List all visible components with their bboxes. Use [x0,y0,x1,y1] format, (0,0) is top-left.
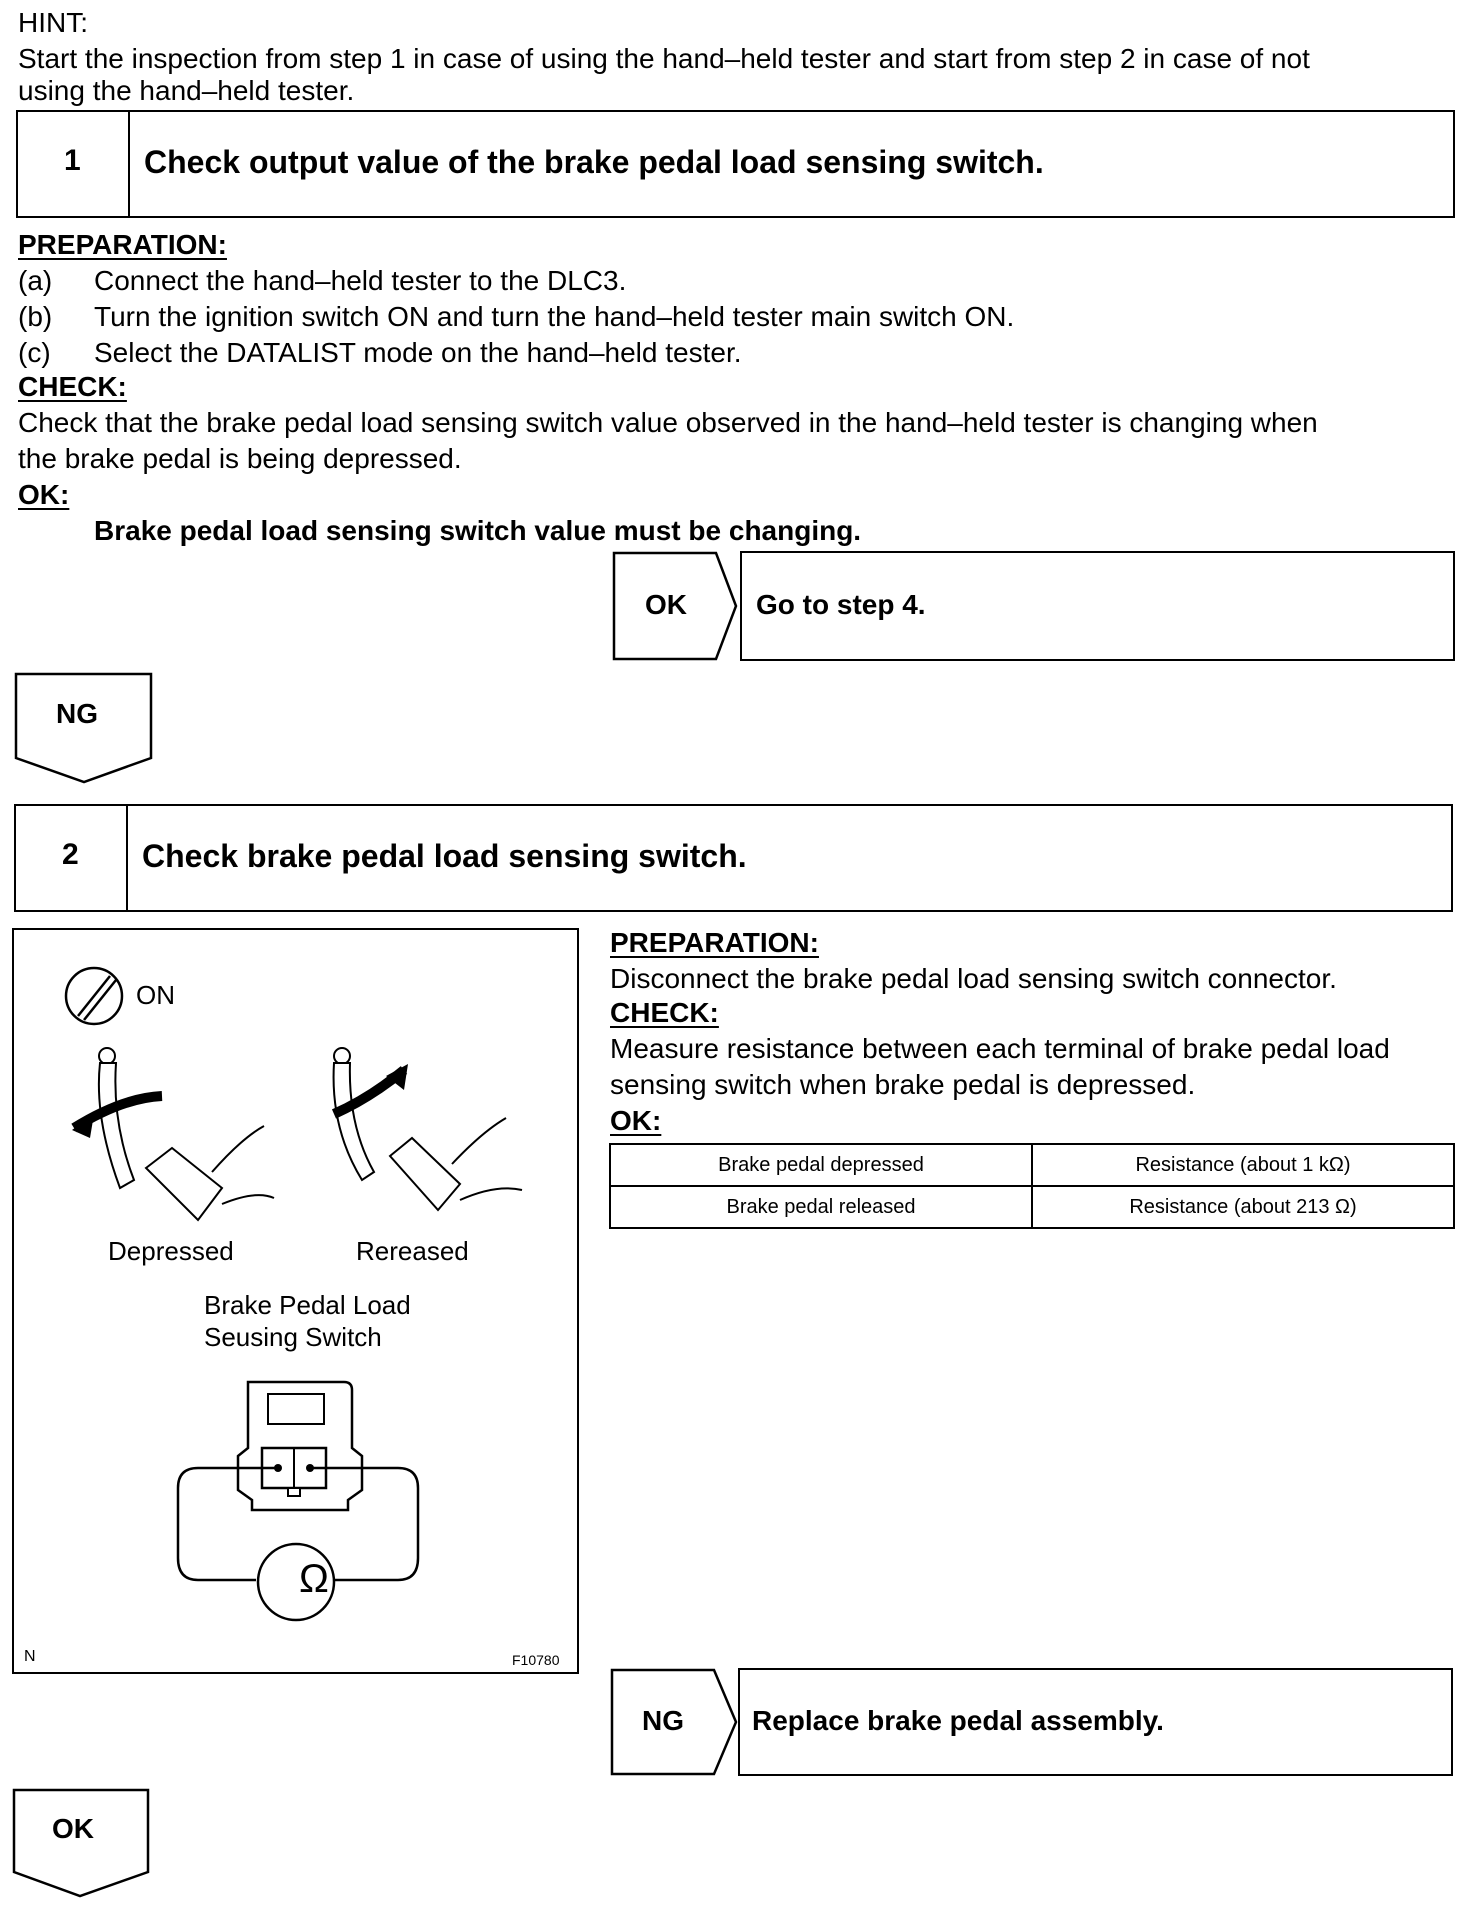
depressed-label: Depressed [108,1236,234,1266]
table-row [610,1186,1454,1228]
table-cell: Resistance (about 213 Ω) [1032,1186,1454,1228]
step2-preparation-text: Disconnect the brake pedal load sensing switch connector. [610,963,1337,994]
step1-number: 1 [64,144,81,177]
released-label: Rereased [356,1236,469,1266]
step2-ng-tag-label: NG [642,1705,684,1736]
step2-ok-label: OK: [610,1105,662,1136]
step1-item-b-letter: (b) [18,301,53,332]
ohm-symbol-icon: Ω [299,1557,329,1601]
step1-item-b-text: Turn the ignition switch ON and turn the hand–held tester main switch ON. [94,301,1015,332]
step1-check-line-1: Check that the brake pedal load sensing switch value observed in the hand–held tester is changing when [18,407,1318,438]
step1-preparation-label: PREPARATION: [18,229,227,260]
switch-label-line-2: Seusing Switch [204,1322,382,1352]
table-cell: Brake pedal released [610,1186,1032,1228]
hint-label: HINT: [18,7,88,38]
step1-ok-result: Go to step 4. [756,589,926,620]
figure-corner-left: N [24,1648,36,1665]
step2-ok-table [609,1143,1455,1229]
ignition-on-label: ON [136,980,175,1010]
step1-ok-label: OK: [18,479,70,510]
table-cell: Brake pedal depressed [610,1144,1032,1186]
step1-ok-text: Brake pedal load sensing switch value must be changing. [94,515,862,546]
step1-item-c-text: Select the DATALIST mode on the hand–held tester. [94,337,742,368]
step2-ok-tag-label: OK [52,1813,94,1844]
table-row [610,1144,1454,1186]
step2-check-label: CHECK: [610,997,719,1028]
step2-check-line-2: sensing switch when brake pedal is depressed. [610,1069,1196,1100]
step2-title: Check brake pedal load sensing switch. [142,838,747,874]
step1-item-c-letter: (c) [18,337,51,368]
step1-ng-tag-label: NG [56,698,98,729]
step1-item-a-letter: (a) [18,265,53,296]
step2-number: 2 [62,838,79,871]
step2-preparation-label: PREPARATION: [610,927,819,958]
table-cell: Resistance (about 1 kΩ) [1032,1144,1454,1186]
hint-line-1: Start the inspection from step 1 in case of using the hand–held tester and start from step 2 in case of not [18,43,1310,74]
hint-line-2: using the hand–held tester. [18,75,355,106]
step1-check-label: CHECK: [18,371,127,402]
step1-check-line-2: the brake pedal is being depressed. [18,443,462,474]
switch-label-line-1: Brake Pedal Load [204,1290,411,1320]
step1-item-a-text: Connect the hand–held tester to the DLC3. [94,265,627,296]
step2-check-line-1: Measure resistance between each terminal of brake pedal load [610,1033,1390,1064]
step2-ng-result: Replace brake pedal assembly. [752,1705,1164,1736]
step1-ok-tag-label: OK [645,589,687,620]
step1-title: Check output value of the brake pedal load sensing switch. [144,144,1044,180]
figure-code: F10780 [512,1652,560,1668]
